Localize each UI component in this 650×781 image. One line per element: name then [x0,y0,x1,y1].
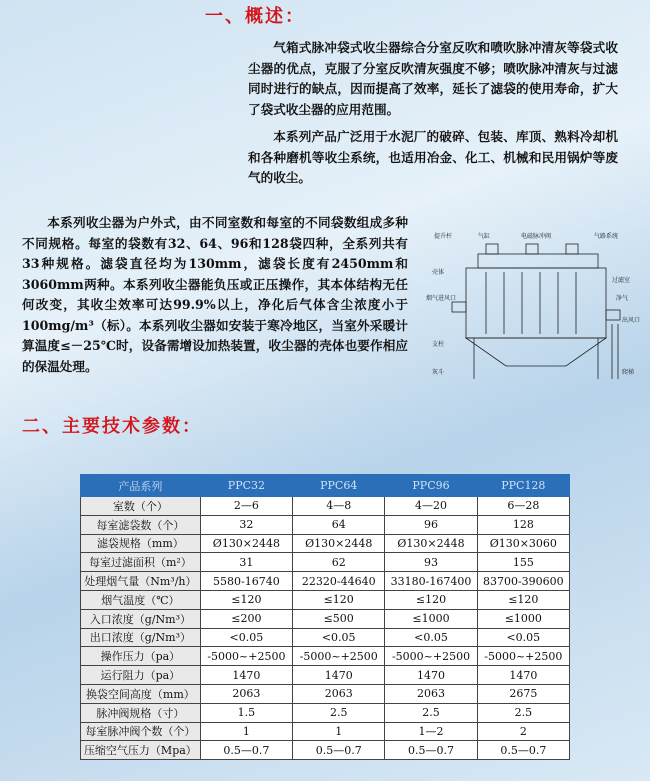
parameters-table [80,474,570,760]
header-cell: PPC128 [477,475,569,497]
header-cell: PPC32 [200,475,292,497]
table-cell: 1470 [385,666,477,685]
table-cell: Ø130×3060 [477,534,569,553]
collector-body [466,268,606,338]
table-cell: 2.5 [385,703,477,722]
row-header-cell: 运行阻力（pa） [81,666,201,685]
air-system [566,244,578,254]
table-cell: 5580-16740 [200,572,292,591]
table-cell: 2—6 [200,497,292,516]
table-cell: 4—8 [293,497,385,516]
table-cell: 155 [477,553,569,572]
table-cell: -5000~+2500 [200,647,292,666]
row-header-cell: 滤袋规格（mm） [81,534,201,553]
table-cell: ≤120 [293,590,385,609]
row-header-cell: 烟气温度（℃） [81,590,201,609]
table-row [81,628,570,647]
table-cell: 2 [477,722,569,741]
row-header-cell: 每室过滤面积（m²） [81,553,201,572]
table-row [81,497,570,516]
table-cell: 1470 [477,666,569,685]
label-column: 支柱 [432,341,445,348]
row-header-cell: 每室脉冲阀个数（个） [81,722,201,741]
cylinder [486,244,498,254]
table-cell: 64 [293,515,385,534]
table-cell: 1.5 [200,703,292,722]
row-header-cell: 室数（个） [81,497,201,516]
table-row [81,515,570,534]
section-heading-overview: 一、概述： [205,6,305,27]
table-cell: <0.05 [477,628,569,647]
table-row [81,590,570,609]
table-row [81,703,570,722]
row-header-cell: 入口浓度（g/Nm³） [81,609,201,628]
label-cylinder: 气缸 [478,233,491,240]
header-cell: 产品系列 [81,475,201,497]
overview-paragraph-1: 气箱式脉冲袋式收尘器综合分室反吹和喷吹脉冲清灰等袋式收尘器的优点，克服了分室反吹清灰强度不够；喷吹脉冲清灰与过滤同时进行的缺点，因而提高了效率，延长了滤袋的使用寿命，扩大了袋式收尘器的应用范围。 [248,40,618,117]
row-header-cell: 压缩空气压力（Mpa） [81,741,201,760]
table-cell: ≤120 [385,590,477,609]
table-cell: 0.5—0.7 [477,741,569,760]
table-cell: 62 [293,553,385,572]
table-cell: -5000~+2500 [293,647,385,666]
row-header-cell: 操作压力（pa） [81,647,201,666]
table-cell: Ø130×2448 [385,534,477,553]
table-row [81,684,570,703]
inlet [452,302,466,312]
table-row [81,666,570,685]
top-manifold [478,254,598,268]
table-cell: 0.5—0.7 [200,741,292,760]
table-cell: 0.5—0.7 [293,741,385,760]
label-clean-gas: 净气 [616,295,629,302]
table-cell: <0.05 [200,628,292,647]
overview-paragraph-3: 本系列收尘器为户外式，由不同室数和每室的不同袋数组成多种不同规格。每室的袋数有32、64、96和128袋四种，全系列共有33种规格。滤袋直径均为130mm，滤袋长度有2450mm和3060mm两种。本系列收尘器能负压或正压操作，其本体结构无任何改变，其收尘效率可达99.9%以上，净化后气体含尘浓度小于100mg/m³（标）。本系列收尘器如安装于寒冷地区，当室外采暖计算温度≤－25℃时，设备需增设加热装置，收尘器的壳体也要作相应的保温处理。 [22,215,408,374]
table-cell: 1470 [200,666,292,685]
table-cell: 6—28 [477,497,569,516]
table-cell: 33180-167400 [385,572,477,591]
table-cell: 1—2 [385,722,477,741]
table-cell: 31 [200,553,292,572]
table-row [81,741,570,760]
header-cell: PPC96 [385,475,477,497]
row-header-cell: 脉冲阀规格（寸） [81,703,201,722]
pulse-valve [526,244,538,254]
header-cell: PPC64 [293,475,385,497]
table-cell: Ø130×2448 [293,534,385,553]
label-filter-chamber: 过滤室 [612,277,631,284]
table-row [81,647,570,666]
table-cell: ≤120 [477,590,569,609]
table-row [81,722,570,741]
dust-collector-diagram [426,224,641,384]
table-cell: 1470 [293,666,385,685]
table-cell: 2063 [385,684,477,703]
table-cell: ≤500 [293,609,385,628]
table-cell: 2675 [477,684,569,703]
section-heading-parameters: 二、主要技术参数： [22,416,202,437]
table-row [81,609,570,628]
label-pulse-valve: 电磁脉冲阀 [521,233,552,240]
table-cell: 2063 [200,684,292,703]
table-cell: 32 [200,515,292,534]
label-inlet: 烟气进风口 [426,295,457,302]
table-cell: 1 [200,722,292,741]
row-header-cell: 每室滤袋数（个） [81,515,201,534]
table-row [81,534,570,553]
table-cell: <0.05 [385,628,477,647]
table-cell: -5000~+2500 [477,647,569,666]
outlet [606,310,620,320]
overview-paragraph-2: 本系列产品广泛用于水泥厂的破碎、包装、库顶、熟料冷却机和各种磨机等收尘系统，也适用冶金、化工、机械和民用锅炉等废气的收尘。 [248,129,618,185]
table-row [81,553,570,572]
table-cell: ≤1000 [385,609,477,628]
hopper [466,338,606,366]
table-cell: 22320-44640 [293,572,385,591]
label-lift-rod: 提升杆 [434,233,453,240]
table-cell: 2063 [293,684,385,703]
label-outlet: 出风口 [622,317,641,324]
table-cell: ≤200 [200,609,292,628]
label-hopper: 灰斗 [432,369,445,376]
table-cell: 96 [385,515,477,534]
table-cell: 0.5—0.7 [385,741,477,760]
table-cell: -5000~+2500 [385,647,477,666]
table-cell: <0.05 [293,628,385,647]
row-header-cell: 出口浓度（g/Nm³） [81,628,201,647]
table-row [81,572,570,591]
table-cell: ≤1000 [477,609,569,628]
table-cell: 93 [385,553,477,572]
table-body [81,497,570,760]
table-header-row [81,475,570,497]
table-cell: 128 [477,515,569,534]
table-cell: 2.5 [477,703,569,722]
table-cell: ≤120 [200,590,292,609]
label-shell: 壳体 [432,269,445,276]
table-cell: 2.5 [293,703,385,722]
label-ladder: 爬梯 [622,369,635,376]
label-air-system: 气路系统 [594,233,619,240]
table-cell: Ø130×2448 [200,534,292,553]
table-cell: 83700-390600 [477,572,569,591]
row-header-cell: 换袋空间高度（mm） [81,684,201,703]
table-cell: 4—20 [385,497,477,516]
table-cell: 1 [293,722,385,741]
row-header-cell: 处理烟气量（Nm³/h） [81,572,201,591]
